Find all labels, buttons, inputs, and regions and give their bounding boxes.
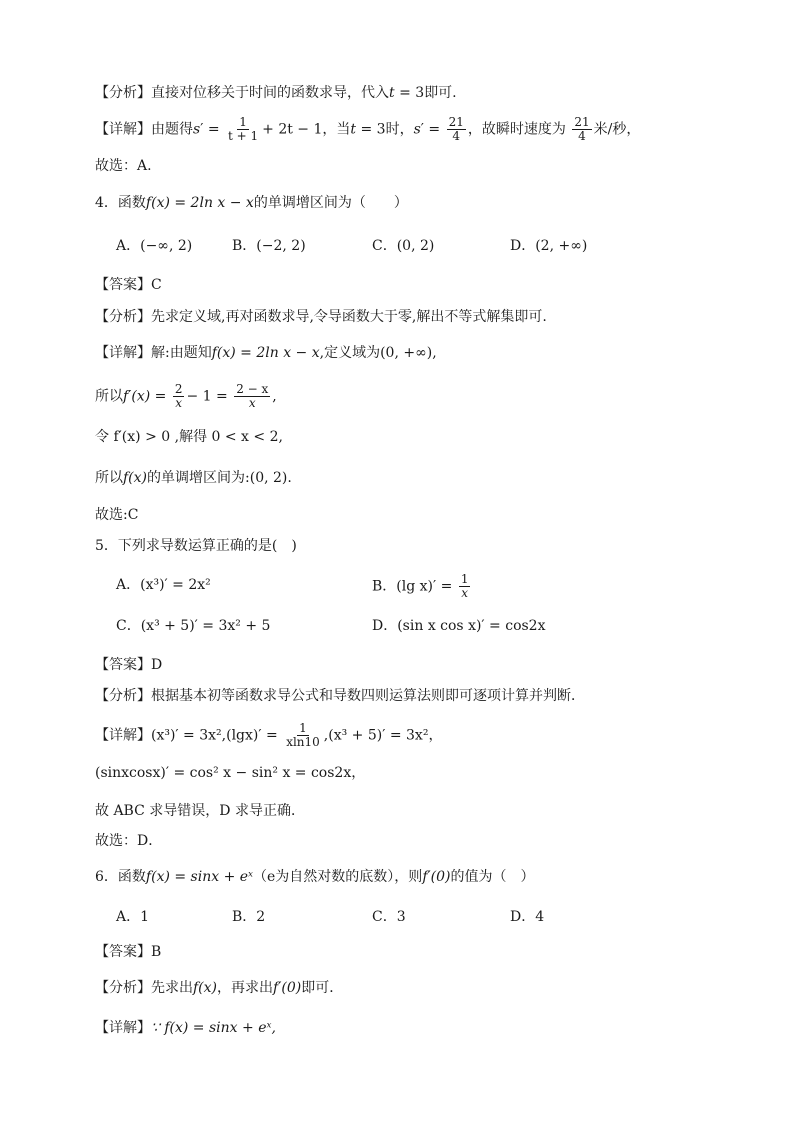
q3-fraction-2: $\frac{21}{4}$ (448, 115, 464, 143)
q6-option-d: D．4 (510, 909, 545, 925)
q3-detail-line (95, 116, 754, 143)
q3-detail-text: 由题得 (151, 121, 193, 138)
q5-option-b: B．(lg x)′ = $\frac{1}{x}$ (372, 572, 469, 600)
q3-analysis-line (95, 83, 754, 103)
q3-analysis-end: 即可. (424, 85, 457, 101)
q4-analysis (95, 307, 754, 327)
q3-choose: 故选：A. (95, 158, 152, 174)
q4-analysis-text: 先求定义域,再对函数求导,令导函数大于零,解出不等式解集即可. (151, 309, 547, 325)
detail-tag: 【详解】 (95, 345, 151, 361)
analysis-tag: 【分析】 (95, 85, 151, 101)
q4-answer (95, 275, 754, 295)
q3-detail-unit: 米/秒， (593, 121, 641, 138)
detail-tag: 【详解】 (95, 121, 151, 138)
q3-detail-s: s (193, 121, 201, 138)
q6-option-c: C．3 (372, 909, 406, 925)
q4-detail-line1: 【详解】解:由题知f(x) = 2ln x − x,定义域为(0, +∞), (95, 345, 437, 361)
q4-option-b: B．(−2, 2) (232, 238, 306, 254)
q3-analysis-text: 直接对位移关于时间的函数求导，代入 (151, 85, 389, 101)
detail-tag: 【详解】 (95, 727, 151, 744)
q6-detail (95, 1018, 754, 1038)
q6-analysis: 【分析】先求出f(x)，再求出f′(0)即可． (95, 980, 344, 996)
q4-fraction-1: $\frac{2}{x}$ (174, 382, 183, 410)
q5-analysis-text: 根据基本初等函数求导公式和导数四则运算法则即可逐项计算并判断． (151, 688, 585, 704)
q6-stem-function: f(x) = sinx + eˣ (145, 869, 254, 885)
q3-fraction-3: $\frac{21}{4}$ (574, 115, 590, 143)
detail-tag: 【详解】 (95, 1020, 151, 1036)
q3-fraction-1: $\frac{1}{t + 1}$ (228, 115, 259, 143)
q4-stem: 4．函数f(x) = 2ln x − x的单调增区间为（ ） (95, 195, 408, 211)
answer-tag: 【答案】 (95, 277, 151, 293)
q5-stem: 5．下列求导数运算正确的是( ) (95, 538, 297, 554)
q4-fraction-2: $\frac{2 - x}{x}$ (236, 382, 269, 410)
q5-analysis (95, 686, 754, 706)
q5-detail-fraction: $\frac{1}{xln10}$ (286, 721, 320, 749)
q3-detail-s2: s (413, 121, 421, 138)
analysis-tag: 【分析】 (95, 980, 151, 996)
q5-answer-value: D (151, 657, 163, 673)
q4-option-a: A．(−∞, 2) (116, 238, 193, 254)
q5-option-a: A．(x³)′ = 2x² (116, 577, 211, 593)
q3-analysis-eq: = 3 (394, 85, 425, 101)
q5-option-c: C．(x³ + 5)′ = 3x² + 5 (116, 618, 271, 634)
q5-detail-line2: (sinxcosx)′ = cos² x − sin² x = cos2x， (95, 765, 366, 781)
q3-analysis-var: t (389, 85, 395, 101)
q6-detail-text: ∵ f(x) = sinx + eˣ, (151, 1020, 276, 1036)
q6-answer-value: B (151, 944, 162, 960)
q6-answer (95, 942, 754, 962)
answer-tag: 【答案】 (95, 944, 151, 960)
q4-choose: 故选:C (95, 507, 139, 523)
q5-choose: 故选：D． (95, 833, 163, 849)
q4-option-c: C．(0, 2) (372, 238, 435, 254)
q6-stem: 6．函数f(x) = sinx + eˣ（e为自然对数的底数），则f′(0)的值为（ ） (95, 869, 535, 885)
q3-detail-prime2: ′ = (420, 121, 441, 138)
q5-option-d: D．(sin x cos x)′ = cos2x (372, 618, 546, 634)
q3-detail-t3: = 3时， (356, 121, 414, 138)
q4-detail-line2: 所以f′(x) = $\frac{2}{x}$ − 1 = $\frac{2 - x}{x}$ , (95, 382, 277, 410)
analysis-tag: 【分析】 (95, 309, 151, 325)
q5-option-b-fraction: $\frac{1}{x}$ (460, 572, 469, 600)
answer-tag: 【答案】 (95, 657, 151, 673)
q3-detail-mid: ，故瞬时速度为 (467, 121, 566, 138)
q4-detail-line4: 所以f(x)的单调增区间为:(0, 2). (95, 470, 292, 486)
q4-detail-line3: 令 f′(x) > 0 ,解得 0 < x < 2, (95, 429, 283, 445)
q4-answer-value: C (151, 277, 162, 293)
q3-detail-prime: ′ = (200, 121, 220, 138)
q3-detail-after: + 2t − 1，当 (262, 121, 351, 138)
q6-option-a: A．1 (116, 909, 150, 925)
q6-option-b: B．2 (232, 909, 266, 925)
q4-stem-function: f(x) = 2ln x − x (145, 195, 254, 211)
q3-detail-t: t (350, 121, 357, 138)
q5-detail-line3: 故 ABC 求导错误，D 求导正确． (95, 803, 305, 819)
analysis-tag: 【分析】 (95, 688, 151, 704)
q5-answer (95, 655, 754, 675)
q5-detail-line1: 【详解】(x³)′ = 3x²,(lgx)′ = $\frac{1}{xln10}$ ,(x³ + 5)′ = 3x²， (95, 721, 443, 749)
q4-option-d: D．(2, +∞) (510, 238, 588, 254)
